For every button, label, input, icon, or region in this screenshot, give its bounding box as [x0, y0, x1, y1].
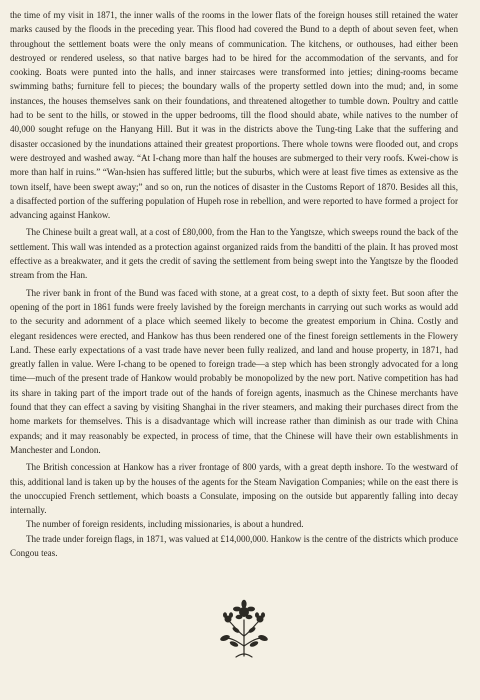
paragraph-flood-account: the time of my visit in 1871, the inner walls of the rooms in the lower flats of the foreign houses still retained the water marks caused by the floods in the preceding year. This flood had covered the Bund to a depth of about seven feet, when throughout the settlement boats were the only means of communication. The kitchens, or outhouses, had either been destroyed or rendered useless, so that native barges had to be hired for the accommodation of the servants, and for cooking. Boats were punted into the halls, and inner staircases were transformed into jetties; dining-rooms became swimming baths; furniture fell to pieces; the boundary walls of the property settled down into the mud; and, in some instances, the houses themselves sank on their foundations, and threatened altogether to tumble down. Poultry and cattle had to be sent to the hills, or stowed in the upper bedrooms, till the flood should abate, while natives to the number of 40,000 sought refuge on the Hanyang Hill. But it was in the districts above the Tung-ting Lake that the suffering and disaster occasioned by the inundations attained their greatest proportions. There whole towns were flooded out, and crops were destroyed and washed away. “At I-chang more than half the houses are submerged to their very roofs. Kwei-chow is more than half in ruins.” “Wan-hsien has suffered little; but the suburbs, which were at least five times as extensive as the town itself, have been swept away;” and so on, run the notices of disaster in the Customs Report of 1870. Besides all this, a disaffected portion of the suffering population of Hupeh rose in rebellion, and were reported to have formed a project for advancing against Hankow. — [10, 10, 458, 221]
paragraph-foreign-residents: The number of foreign residents, including missionaries, is about a hundred. — [26, 519, 304, 530]
body-text — [10, 8, 458, 560]
flower-sprig-icon — [216, 598, 272, 658]
paragraph-british-concession: The British concession at Hankow has a river frontage of 800 yards, with a great depth inshore. To the westward of this, additional land is taken up by the houses of the agents for the Steam Navigation Companies; while on the east there is the unoccupied French settlement, which boasts a Consulate, imposing on the outside but apparently falling into decay internally. — [10, 462, 458, 516]
paragraph-great-wall: The Chinese built a great wall, at a cost of £80,000, from the Han to the Yangtsze, which sweeps round the back of the settlement. This wall was intended as a protection against organized raids from the banditti of the plain. It has proved most effective as a breakwater, and it gets the credit of saving the settlement from being swept into the Yangtsze by the flooded stream from the Han. — [10, 227, 458, 281]
paragraph-trade-value: The trade under foreign flags, in 1871, was valued at £14,000,000. Hankow is the centre of the districts which produce Congou teas. — [10, 533, 458, 558]
paragraph-river-bank: The river bank in front of the Bund was faced with stone, at a great cost, to a depth of sixty feet. But soon after the opening of the port in 1861 funds were freely lavished by the foreign merchants in carrying out such works as would add to the security and adornment of a place which seemed likely to become the greatest emporium in China. Costly and elegant residences were erected, and Hankow has thus been rendered one of the finest foreign settlements in the Flowery Land. These early expectations of a vast trade have never been fully realized, and land and house property, in 1871, had greatly fallen in value. Were I-chang to be opened to foreign trade—a step which has been strongly advocated for a long time—much of the present trade of Hankow would probably be monopolized by the new port. Native competition has had its share in taking part of the import trade out of the hands of foreign agents, inasmuch as the Chinese merchants have found that they can effect a saving by visiting Shanghai in the river steamers, and making their purchases direct from the home markets for themselves. This is a disadvantage which will increase rather than diminish as our trade with China expands; and it may reasonably be expected, in process of time, that the Chinese will have their own establishments in Manchester and London. — [10, 287, 458, 455]
